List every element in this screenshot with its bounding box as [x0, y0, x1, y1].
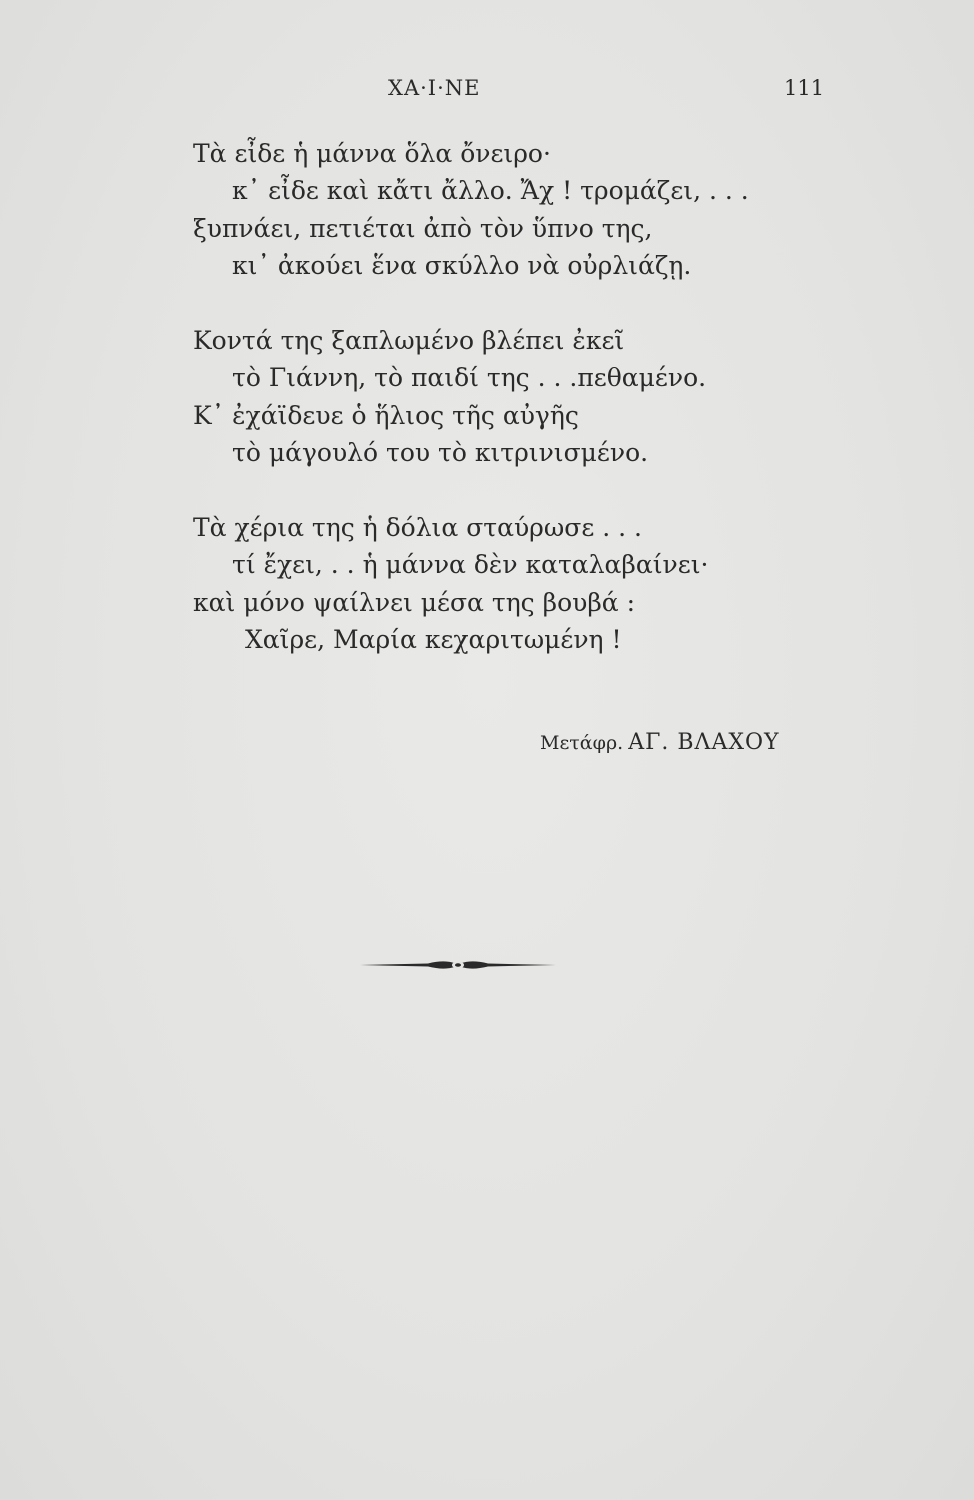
- poem-line: κι᾽ ἀκούει ἕνα σκύλλο νὰ οὐρλιάζῃ.: [232, 251, 692, 280]
- poem-line: τί ἔχει, . . ἡ μάννα δὲν καταλαβαίνει·: [232, 550, 709, 579]
- poem-line: τὸ μάγουλό του τὸ κιτρινισμένο.: [232, 438, 649, 467]
- poem-line: κ᾽ εἶδε καὶ κἄτι ἄλλο. Ἄχ ! τρομάζει, . . .: [232, 176, 749, 205]
- translator-label: Μετάφρ.: [540, 732, 624, 754]
- poem-line: Κ᾽ ἐχάϊδευε ὁ ἥλιος τῆς αὐγῆς: [193, 401, 579, 430]
- decorative-line-ornament-icon: [358, 950, 558, 980]
- poem-line: ξυπνάει, πετιέται ἀπὸ τὸν ὕπνο της,: [193, 214, 653, 243]
- translator-signature: [540, 730, 780, 755]
- poem-line: τὸ Γιάννη, τὸ παιδί της . . .πεθαμένο.: [232, 363, 707, 392]
- page-number: 111: [784, 76, 825, 100]
- page-header: [0, 76, 974, 106]
- running-title: ΧΑ·Ι·ΝΕ: [388, 76, 481, 100]
- poem-line: Κοντά της ξαπλωμένο βλέπει ἐκεῖ: [193, 326, 625, 355]
- poem-line: Τὰ χέρια της ἡ δόλια σταύρωσε . . .: [193, 513, 642, 542]
- poem-line: Τὰ εἶδε ἡ μάννα ὅλα ὄνειρο·: [193, 139, 551, 168]
- poem-line: καὶ μόνο ψαίλνει μέσα της βουβά :: [193, 588, 636, 617]
- poem-line: Χαῖρε, Μαρία κεχαριτωμένη !: [245, 625, 622, 654]
- translator-name: ΑΓ. ΒΛΑΧΟΥ: [628, 730, 780, 755]
